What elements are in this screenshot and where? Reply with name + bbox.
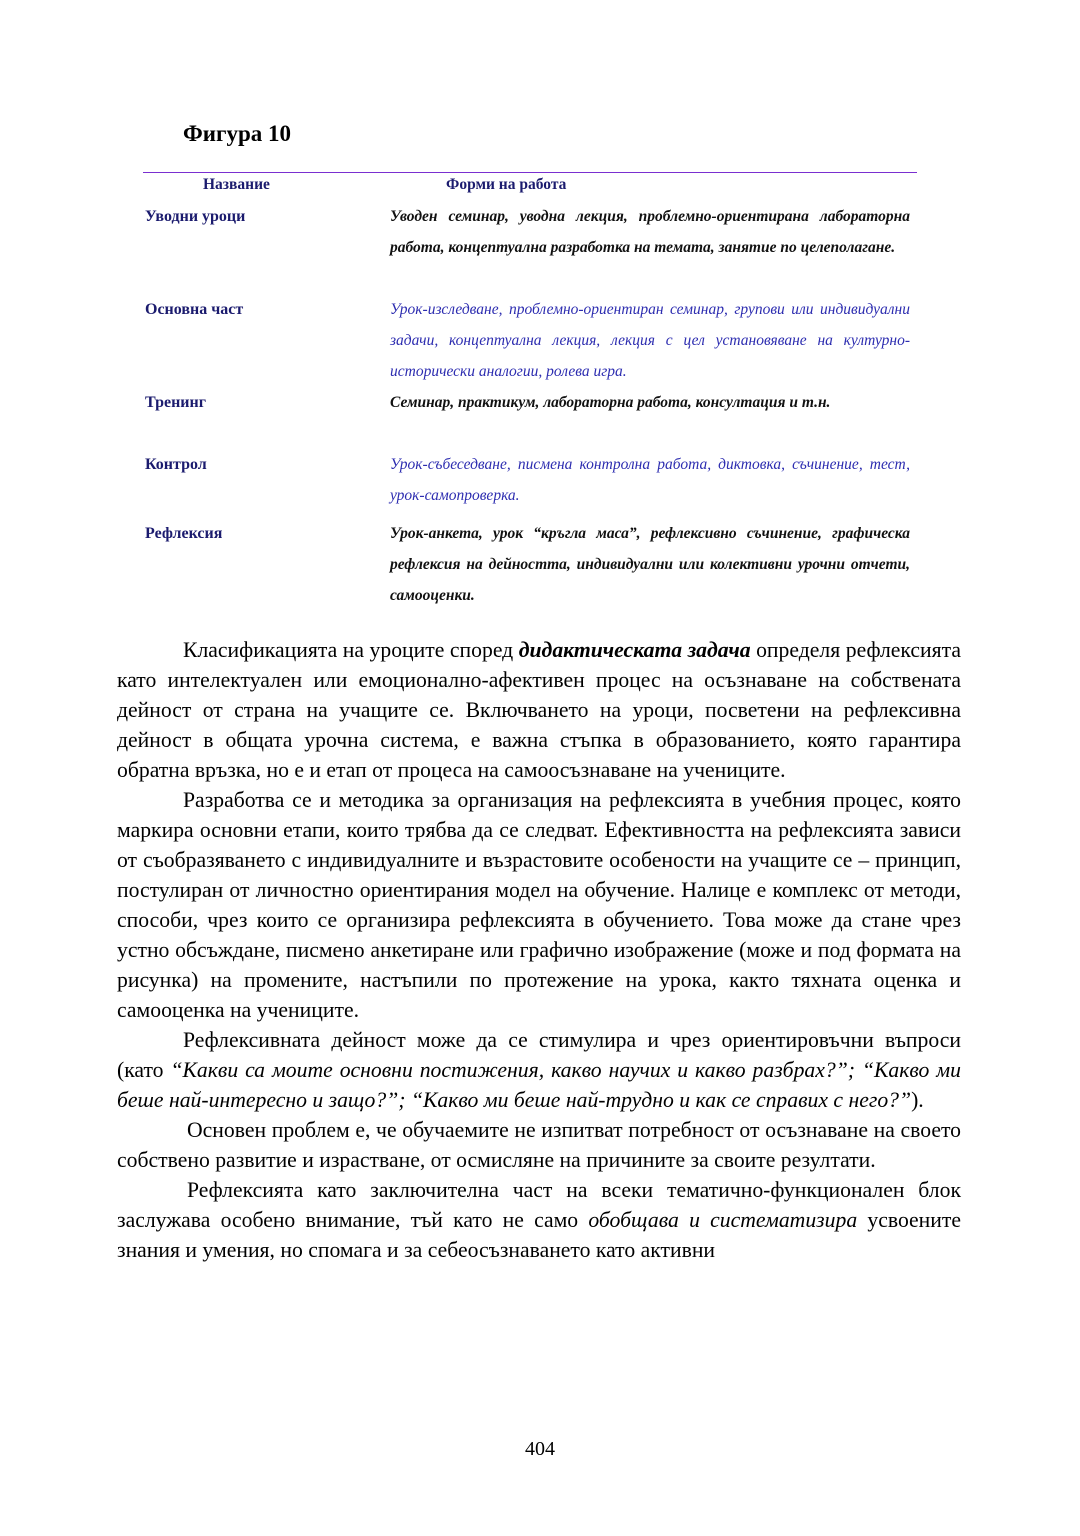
text-run: Класификацията на уроците според bbox=[183, 638, 519, 662]
forms-table bbox=[143, 174, 917, 604]
body-text bbox=[117, 635, 961, 1265]
row-name: Рефлексия bbox=[145, 525, 223, 542]
row-forms: Семинар, практикум, лабораторна работа, консултация и т.н. bbox=[390, 394, 831, 411]
row-name: Уводни уроци bbox=[145, 208, 246, 225]
row-name: Основна част bbox=[145, 301, 244, 318]
text-run: усвоените знания и умения, но спомага и за себеосъзнаването като активни bbox=[117, 1208, 961, 1262]
paragraph: Основен проблем е, че обучаемите не изпитват потребност от осъзнаване на своето собствено развитие и израстване, от осмисляне на причините за своите резултати. bbox=[117, 1118, 961, 1172]
row-name: Тренинг bbox=[145, 394, 206, 411]
header-name: Название bbox=[203, 176, 270, 193]
text-run: Рефлексията като заключителна част на всеки тематично-функционален блок заслужава особено внимание, тъй като не само bbox=[117, 1178, 961, 1232]
paragraph bbox=[117, 635, 961, 785]
table-header bbox=[143, 174, 917, 198]
paragraph bbox=[117, 1025, 961, 1115]
emphasis-text: обобщава и систематизира bbox=[588, 1208, 858, 1232]
row-forms: Урок-анкета, урок “кръгла маса”, рефлексивно съчинение, графическа рефлексия на дейността, индивидуални или колективни урочни отчети, самооценки. bbox=[390, 525, 910, 604]
paragraph bbox=[117, 1175, 961, 1265]
row-forms: Урок-изследване, проблемно-ориентиран семинар, групови или индивидуални задачи, концептуална лекция, лекция с цел установяване на културно-исторически аналогии, ролева игра. bbox=[390, 301, 910, 380]
paragraph: Разработва се и методика за организация на рефлексията в учебния процес, която маркира основни етапи, които трябва да се следват. Ефективността на рефлексията зависи от съобразяването с индивидуалните и възрастовите особености на учащите се – принцип, постулиран от личностно ориентирания модел на обучение. Налице е комплекс от методи, способи, чрез които се организира рефлексията в обучението. Това може да стане чрез устно обсъждане, писмено анкетиране или графично изображение (може и под формата на рисунка) на промените, настъпили по протежение на урока, както тяхната оценка и самооценка на учениците. bbox=[117, 788, 961, 1022]
header-forms: Форми на работа bbox=[446, 176, 567, 193]
text-run: Рефлексивната дейност може да се стимулира и чрез ориентировъчни въпроси (като bbox=[117, 1028, 961, 1082]
text-run: определя рефлексията като интелектуален или емоционално-афективен процес на осъзнаване на собствената дейност от страна на учащите се. Включването на уроци, посветени на рефлексивна дейност в общата урочна система, е важна стъпка в образованието, която гарантира обратна връзка, но е и етап от процеса на самоосъзнаване на учениците. bbox=[117, 638, 961, 782]
row-forms: Урок-събеседване, писмена контролна работа, диктовка, съчинение, тест, урок-самопроверка. bbox=[390, 456, 910, 504]
page-number: 404 bbox=[525, 1438, 555, 1460]
emphasis-text: дидактическата задача bbox=[518, 638, 751, 662]
text-run: ). bbox=[911, 1088, 924, 1112]
figure-title: Фигура 10 bbox=[183, 121, 291, 146]
table-top-rule bbox=[143, 172, 917, 173]
quoted-questions: “Какви са моите основни постижения, какво научих и какво разбрах?”; “Какво ми беше най-интересно и защо?”; “Какво ми беше най-трудно и как се справих с него?” bbox=[117, 1058, 961, 1112]
row-forms: Уводен семинар, уводна лекция, проблемно-ориентирана лабораторна работа, концептуална разработка на темата, занятие по целеполагане. bbox=[390, 208, 910, 256]
row-name: Контрол bbox=[145, 456, 207, 473]
